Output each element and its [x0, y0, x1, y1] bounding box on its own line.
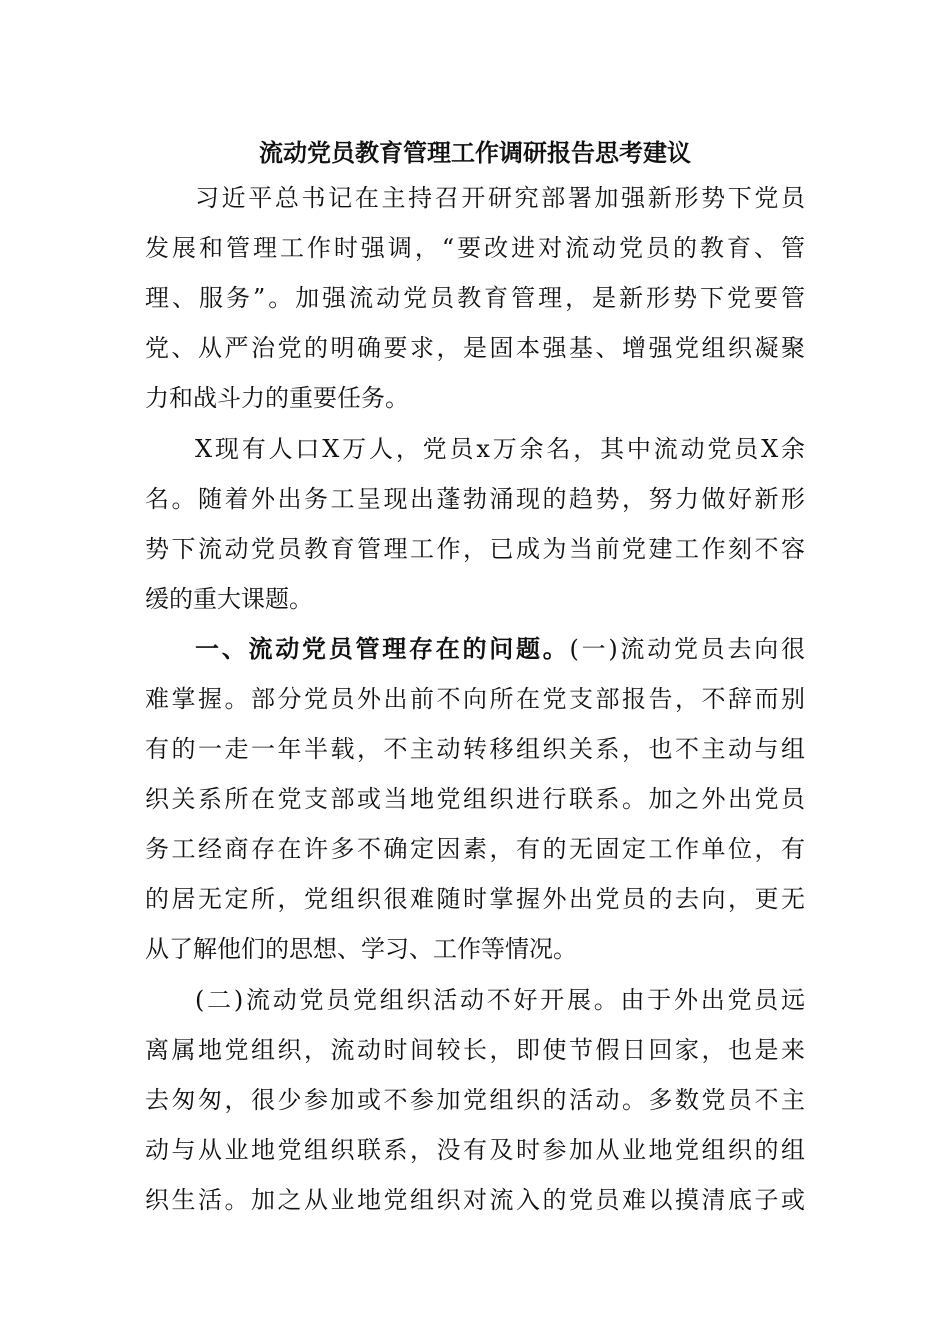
section-heading: 一、流动党员管理存在的问题。: [195, 634, 570, 663]
paragraph-1-line-4: 党、从严治党的明确要求，是固本强基、增强党组织凝聚: [145, 334, 805, 362]
paragraph-4-line-1: (二)流动党员党组织活动不好开展。由于外出党员远: [195, 986, 805, 1014]
paragraph-4-line-2: 离属地党组织，流动时间较长，即使节假日回家，也是来: [145, 1036, 805, 1064]
paragraph-3-line-4: 织关系所在党支部或当地党组织进行联系。加之外出党员: [145, 785, 805, 813]
paragraph-3-line-1: [195, 624, 805, 674]
paragraph-1-line-3: 理、服务”。加强流动党员教育管理，是新形势下党要管: [145, 284, 805, 312]
paragraph-3-line-3: 有的一走一年半载，不主动转移组织关系，也不主动与组: [145, 735, 805, 763]
paragraph-1-line-2: 发展和管理工作时强调，“要改进对流动党员的教育、管: [145, 234, 805, 262]
paragraph-3-line-6: 的居无定所，党组织很难随时掌握外出党员的去向，更无: [145, 885, 805, 913]
paragraph-2-line-3: 势下流动党员教育管理工作，已成为当前党建工作刻不容: [145, 535, 805, 563]
paragraph-4-line-5: 织生活。加之从业地党组织对流入的党员难以摸清底子或: [145, 1186, 805, 1214]
paragraph-1-line-1: 习近平总书记在主持召开研究部署加强新形势下党员: [195, 184, 805, 212]
paragraph-4-line-3: 去匆匆，很少参加或不参加党组织的活动。多数党员不主: [145, 1086, 805, 1114]
paragraph-3-line-7: 从了解他们的思想、学习、工作等情况。: [145, 935, 577, 963]
paragraph-3-line-2: 难掌握。部分党员外出前不向所在党支部报告，不辞而别: [145, 685, 805, 713]
paragraph-2-line-2: 名。随着外出务工呈现出蓬勃涌现的趋势，努力做好新形: [145, 485, 805, 513]
section-first-line-rest: (一)流动党员去向很: [569, 635, 805, 663]
paragraph-1-line-5: 力和战斗力的重要任务。: [145, 384, 409, 412]
paragraph-2-line-4: 缓的重大课题。: [145, 585, 313, 613]
paragraph-2-line-1: X现有人口X万人，党员x万余名，其中流动党员X余: [195, 435, 805, 463]
paragraph-3-line-5: 务工经商存在许多不确定因素，有的无固定工作单位，有: [145, 835, 805, 863]
document-title: 流动党员教育管理工作调研报告思考建议: [259, 138, 691, 167]
paragraph-4-line-4: 动与从业地党组织联系，没有及时参加从业地党组织的组: [145, 1136, 805, 1164]
